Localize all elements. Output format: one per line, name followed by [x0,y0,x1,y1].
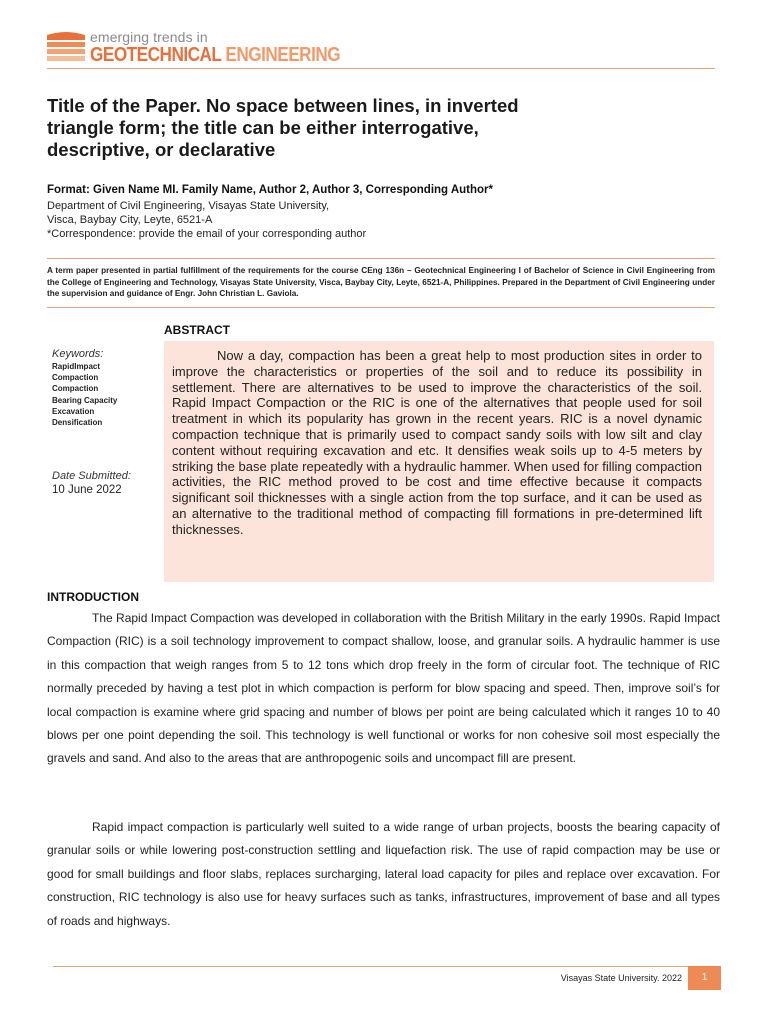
paper-title: Title of the Paper. No space between lines, in inverted triangle form; the title can be either interrogative, descriptive, or declarative [47,95,519,160]
author-list: Format: Given Name MI. Family Name, Author 2, Author 3, Corresponding Author* [47,184,493,196]
footer-divider [53,966,708,967]
brand-geo: GEOTECHNICAL [90,44,222,66]
footer-institution: Visayas State University. 2022 [560,973,682,983]
correspondence-line: *Correspondence: provide the email of your corresponding author [47,228,367,240]
introduction-paragraph: Rapid impact compaction is particularly well suited to a wide range of urban projects, boosts the bearing capacity of granular soils or while lowering post-construction settling and liquefaction risk. The use of rapid compaction may be use or good for small buildings and floor slabs, replaces surcharging, lateral load capacity for piles and replace over excavation. For construction, RIC technology is also use for heavy surfaces such as tanks, infrastructures, improvement of base and all types of roads and highways. [47,820,720,928]
date-submitted-label: Date Submitted: [52,470,131,482]
keyword: Compaction [52,384,99,394]
header-divider [47,68,715,69]
brand-eng: ENGINEERING [221,44,341,66]
introduction-paragraph: The Rapid Impact Compaction was developed in collaboration with the British Military in the early 1990s. Rapid Impact Compaction (RIC) is a soil technology improvement to compact shallow, loose, and granular soils. A hydraulic hammer is use in this compaction that weigh ranges from 5 to 12 tons which drop freely in the form of circular foot. The technique of RIC normally preceded by having a test plot in which compaction is perform for blow spacing and speed. Then, improve soil’s for local compaction is examine where grid spacing and number of blows per point are being calculated which it ranges 10 to 40 blows per one point depending the soil. This technology is well functional or works for non cohesive soil most especially the gravels and sand. And also to the areas that are anthropogenic soils and uncompact fill are present. [47,611,720,766]
keyword: RapidImpact [52,362,101,371]
term-paper-note: A term paper presented in partial fulfillment of the requirements for the course CEng 136n – Geotechnical Engineering I of Bachelor of Science in Civil Engineering from the College of Engineering and Technology, Visayas State University, Visca, Baybay City, Leyte, 6521-A, Philippines. Prepared in the Department of Civil Engineering under the supervision and guidance of Engr. John Christian L. Gaviola. [47,266,715,299]
keywords-label: Keywords: [52,348,104,360]
keyword: Bearing Capacity [52,395,118,405]
affiliation-line: Visca, Baybay City, Leyte, 6521-A [47,214,213,226]
affiliation [47,199,366,241]
abstract-text: Now a day, compaction has been a great help to most production sites in order to improve the characteristics or properties of the soil and to reduce its possibility in settlement. There are alternatives to be used to improve the characteristics of the soil. Rapid Impact Compaction or the RIC is one of the alternatives that people used for soil treatment in which its popularity has grown in the recent years. RIC is a novel dynamic compaction technique that is primarily used to compact sandy soils with low silt and clay content without requiring excavation and etc. It densifies weak soils up to 4-5 meters by striking the base plate repeatedly with a hydraulic hammer. When used for filling compaction activities, the RIC method proved to be cost and time effective because it compacts significant soil thicknesses with a single action from the top surface, and it can be used as an alternative to the traditional method of compacting fill formations in pre-determined lift thicknesses. [172,348,702,537]
affiliation-line: Department of Civil Engineering, Visayas State University, [47,200,330,212]
brand-tagline: emerging trends in [90,29,208,45]
keyword: Compaction [52,373,99,383]
abstract-heading: ABSTRACT [164,323,230,337]
page-number: 1 [688,966,721,990]
brand-name [90,44,340,67]
date-submitted-value: 10 June 2022 [52,484,122,496]
introduction-heading: INTRODUCTION [47,590,139,604]
keywords-list [52,361,117,428]
layered-stripes-logo-icon [47,31,85,65]
keyword: Densification [52,418,103,428]
section-divider [47,258,715,259]
section-divider [47,307,715,308]
keyword: Excavation [52,406,95,416]
